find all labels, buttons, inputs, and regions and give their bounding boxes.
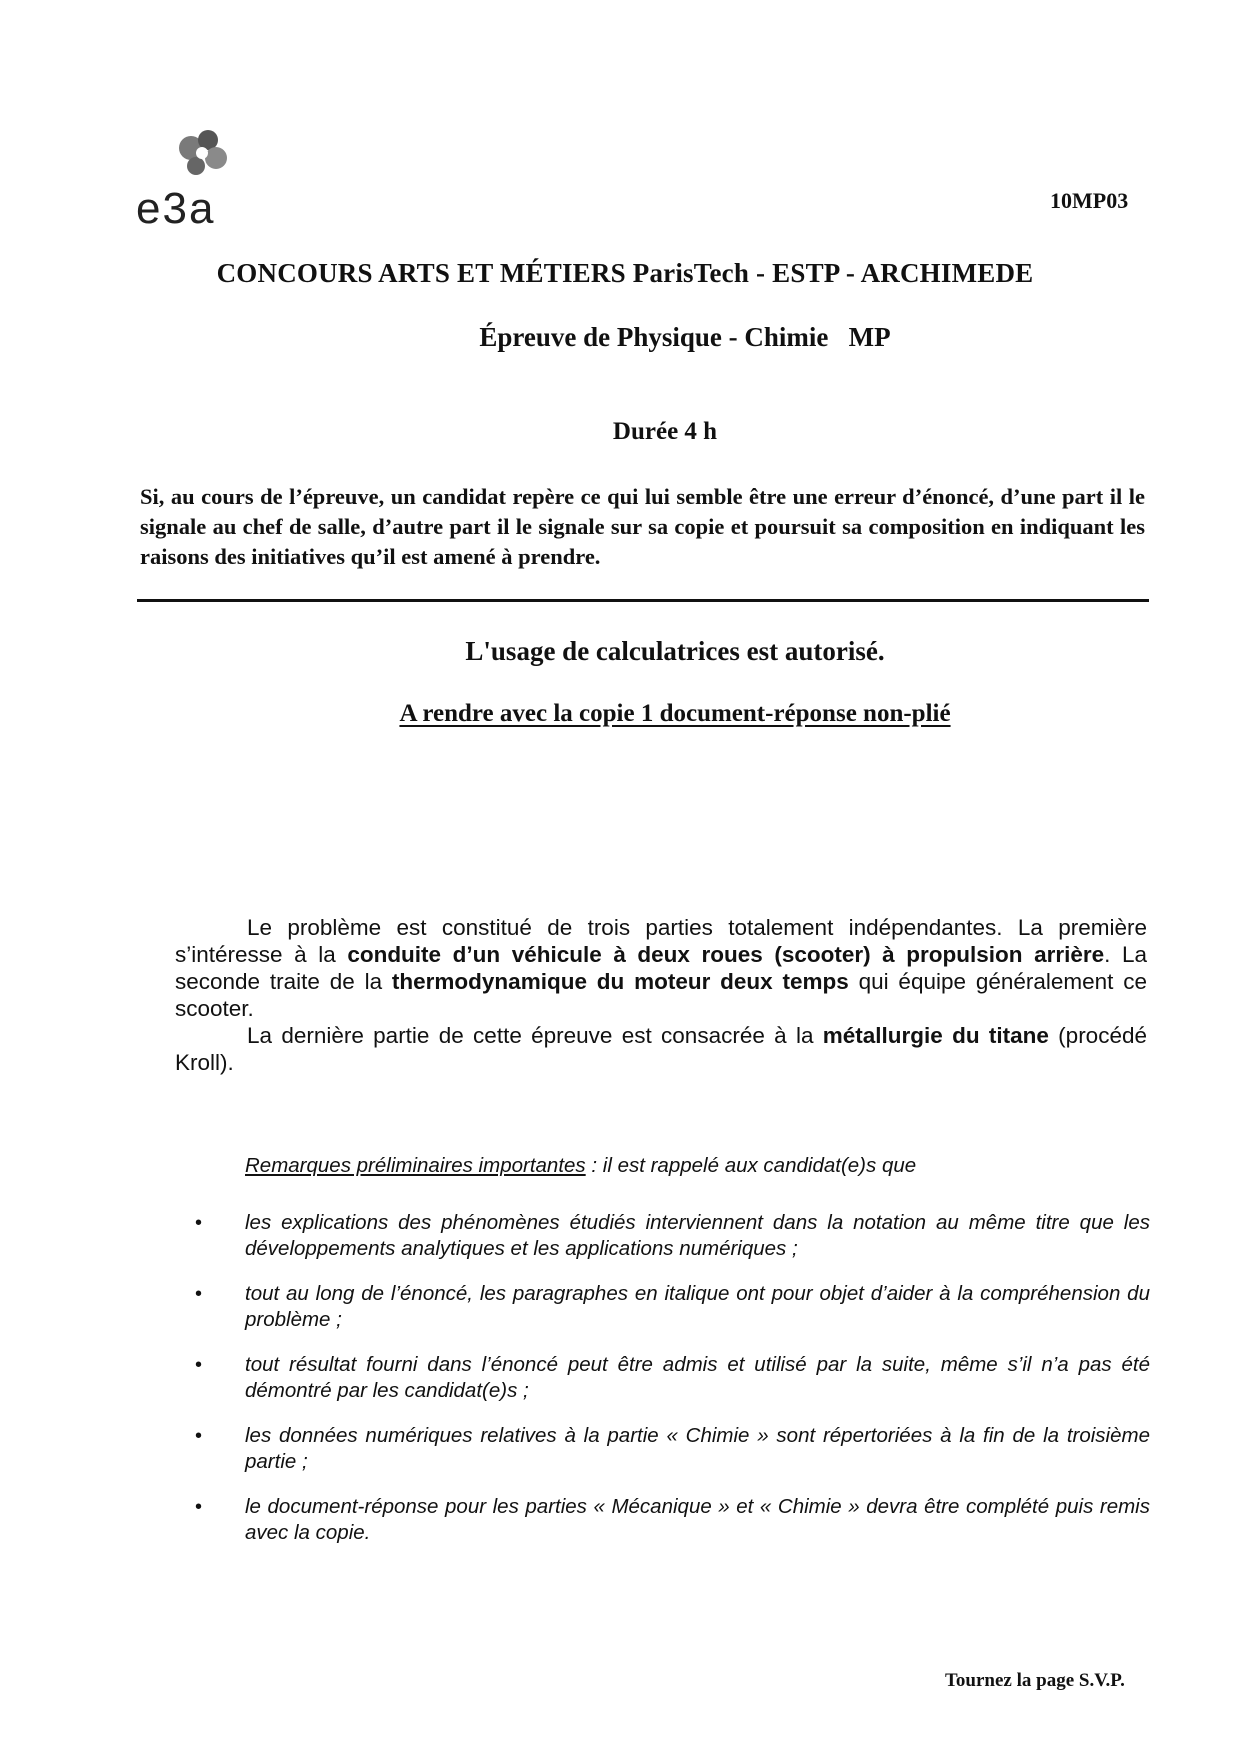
e3a-emblem-icon xyxy=(136,126,276,186)
list-item xyxy=(195,1423,1150,1475)
intro-paragraph-2 xyxy=(175,1022,1147,1076)
intro-emphasis: métallurgie du titane xyxy=(822,1023,1049,1048)
exam-subtitle xyxy=(60,322,1250,353)
error-warning-paragraph: Si, au cours de l’épreuve, un candidat repère ce qui lui semble être une erreur d’énoncé, d’une part il le signale au chef de salle, d’autre part il le signale sur sa copie et poursuit sa composition en indiquant les raisons des initiatives qu’il est amené à prendre. xyxy=(140,484,1145,569)
list-item-text: tout résultat fourni dans l’énoncé peut être admis et utilisé par la suite, même s’il n’a pas été démontré par les candidat(e)s ; xyxy=(245,1353,1150,1402)
intro-emphasis: conduite d’un véhicule à deux roues (scooter) à propulsion arrière xyxy=(347,942,1105,967)
list-item-text: les explications des phénomènes étudiés interviennent dans la notation au même titre que les développements analytiques et les applications numériques ; xyxy=(245,1211,1150,1260)
list-item-text: les données numériques relatives à la partie « Chimie » sont répertoriées à la fin de la troisième partie ; xyxy=(245,1424,1150,1473)
list-item xyxy=(195,1352,1150,1404)
intro-text: La dernière partie de cette épreuve est consacrée à la xyxy=(247,1023,823,1048)
remarks-heading-title: Remarques préliminaires importantes xyxy=(245,1154,586,1177)
logo-text: e3a xyxy=(136,184,216,233)
intro-text: Le problème est constitué de trois parties totalement indépendantes. La première s’intéresse à la xyxy=(175,915,1147,967)
exam-code: 10MP03 xyxy=(1050,188,1129,213)
bullet-icon: • xyxy=(195,1496,203,1518)
list-item-text: tout au long de l’énoncé, les paragraphes en italique ont pour objet d’aider à la compréhension du problème ; xyxy=(245,1282,1150,1331)
bullet-icon: • xyxy=(195,1425,203,1447)
intro-section xyxy=(175,914,1147,1076)
divider xyxy=(137,599,1149,602)
list-item xyxy=(195,1210,1150,1262)
intro-paragraph-1 xyxy=(175,914,1147,1022)
contest-title: CONCOURS ARTS ET MÉTIERS ParisTech - ESTP - ARCHIMEDE xyxy=(216,258,1034,288)
exam-duration: Durée 4 h xyxy=(612,418,718,445)
intro-text: qui équipe généralement ce scooter. xyxy=(175,969,1147,1021)
intro-emphasis: thermodynamique du moteur deux temps xyxy=(391,969,849,994)
remarks-list xyxy=(195,1210,1150,1565)
remarks-heading xyxy=(245,1154,916,1178)
list-item xyxy=(195,1494,1150,1546)
calculator-notice: L'usage de calculatrices est autorisé. xyxy=(465,636,885,666)
bullet-icon: • xyxy=(195,1212,203,1234)
hand-in-notice: A rendre avec la copie 1 document-réponse non-plié xyxy=(399,700,951,727)
e3a-logo xyxy=(136,126,276,233)
intro-text: (procédé Kroll). xyxy=(175,1023,1147,1075)
exam-subtitle-text: Épreuve de Physique - Chimie MP xyxy=(479,322,891,352)
page-footer: Tournez la page S.V.P. xyxy=(945,1670,1125,1691)
list-item xyxy=(195,1281,1150,1333)
bullet-icon: • xyxy=(195,1283,203,1305)
remarks-heading-suffix: : il est rappelé aux candidat(e)s que xyxy=(585,1154,917,1177)
bullet-icon: • xyxy=(195,1354,203,1376)
intro-text: . La seconde traite de la xyxy=(175,942,1148,994)
list-item-text: le document-réponse pour les parties « Mécanique » et « Chimie » devra être complété puis remis avec la copie. xyxy=(245,1495,1150,1544)
